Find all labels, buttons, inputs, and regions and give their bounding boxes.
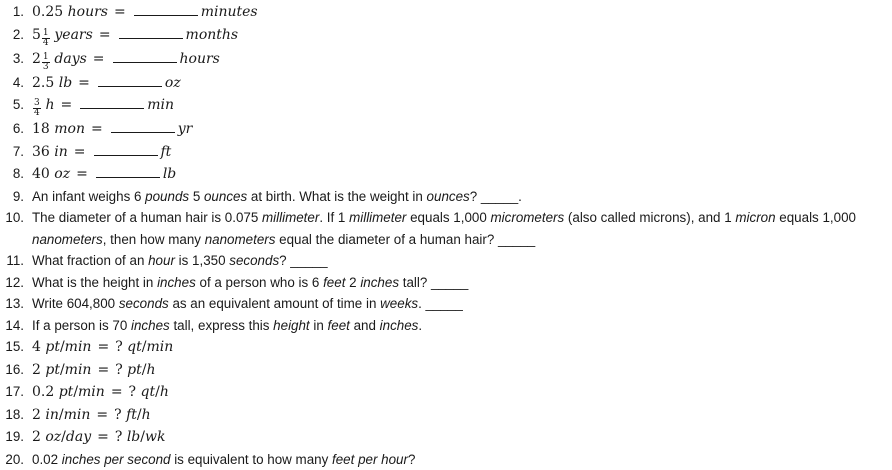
problem-text: The diameter of a human hair is 0.075 xyxy=(32,210,262,225)
problem-item xyxy=(0,72,892,95)
answer-blank xyxy=(119,28,183,39)
problem-text: ? xyxy=(115,429,127,445)
answer-blank xyxy=(94,145,158,156)
equals-sign: = xyxy=(111,384,123,400)
unit-symbol: years xyxy=(54,27,92,43)
emphasized-text: inches xyxy=(360,275,399,290)
emphasized-text: hour xyxy=(148,253,175,268)
fraction xyxy=(33,99,41,118)
problem-text: equals 1,000 xyxy=(406,210,490,225)
unit-symbol: pt xyxy=(45,339,60,355)
problem-text: equals 1,000 xyxy=(776,210,856,225)
problem-text: 2 xyxy=(32,362,45,378)
problem-number: 5. xyxy=(0,94,24,116)
equals-sign: = xyxy=(97,339,109,355)
problem-text: in xyxy=(310,318,328,333)
equals-sign: = xyxy=(99,27,111,43)
problem-text: and xyxy=(350,318,380,333)
problem-item xyxy=(0,94,892,118)
problem-text: 18 xyxy=(32,121,54,137)
problem-text: . If 1 xyxy=(319,210,349,225)
problem-text: is 1,350 xyxy=(175,253,229,268)
fraction xyxy=(42,29,50,48)
problem-text: / xyxy=(140,429,145,445)
problem-number: 14. xyxy=(0,315,24,337)
unit-symbol: h xyxy=(160,384,169,400)
unit-symbol: pt xyxy=(59,384,74,400)
answer-blank xyxy=(111,122,175,133)
problem-item xyxy=(0,48,892,72)
problem-number: 13. xyxy=(0,293,24,315)
unit-symbol: min xyxy=(147,97,174,113)
problem-text: / xyxy=(73,384,78,400)
answer-blank xyxy=(134,5,198,16)
emphasized-text: weeks xyxy=(380,296,418,311)
problem-number: 8. xyxy=(0,163,24,185)
problem-text: as an equivalent amount of time in xyxy=(169,296,380,311)
problem-text: 2 xyxy=(32,429,45,445)
problem-text: / xyxy=(59,407,64,423)
problem-text: tall? _____ xyxy=(399,275,468,290)
problem-text: / xyxy=(61,429,66,445)
unit-symbol: min xyxy=(64,407,91,423)
problem-text: 4 xyxy=(32,339,45,355)
problem-number: 9. xyxy=(0,186,24,208)
equals-sign: = xyxy=(97,362,109,378)
problem-text: / xyxy=(142,362,147,378)
problem-text: at birth. What is the weight in xyxy=(247,189,426,204)
emphasized-text: feet xyxy=(323,275,345,290)
problem-text: What is the height in xyxy=(32,275,157,290)
fraction-numerator: 3 xyxy=(33,99,41,109)
problem-text: tall, express this xyxy=(170,318,273,333)
unit-symbol: min xyxy=(146,339,173,355)
problem-number: 20. xyxy=(0,449,24,470)
unit-symbol: oz xyxy=(45,429,61,445)
problem-text: What fraction of an xyxy=(32,253,148,268)
problem-number: 1. xyxy=(0,1,24,23)
emphasized-text: feet per hour xyxy=(332,452,408,467)
emphasized-text: nanometers xyxy=(32,232,103,247)
problem-text: Write 604,800 xyxy=(32,296,119,311)
problem-text: ? _____. xyxy=(470,189,522,204)
unit-symbol: lb xyxy=(127,429,140,445)
emphasized-text: micron xyxy=(735,210,775,225)
fraction-numerator: 1 xyxy=(42,53,50,63)
problem-number: 18. xyxy=(0,404,24,426)
problem-item xyxy=(0,118,892,141)
problem-number: 6. xyxy=(0,118,24,140)
problem-number: 4. xyxy=(0,72,24,94)
problem-text: equal the diameter of a human hair? _____ xyxy=(275,232,535,247)
equals-sign: = xyxy=(78,75,90,91)
problem-text: 0.25 xyxy=(32,4,68,20)
problem-text: / xyxy=(142,339,147,355)
problem-item xyxy=(0,163,892,186)
unit-symbol: oz xyxy=(54,166,70,182)
problem-item xyxy=(0,359,892,382)
emphasized-text: feet xyxy=(328,318,350,333)
equals-sign: = xyxy=(91,121,103,137)
problem-text: 2 xyxy=(32,51,41,67)
problem-number: 16. xyxy=(0,359,24,381)
problem-text: ? xyxy=(115,362,127,378)
problem-text: ? xyxy=(114,407,126,423)
equals-sign: = xyxy=(97,429,109,445)
problem-text: / xyxy=(137,407,142,423)
fraction-denominator: 3 xyxy=(42,63,50,72)
problem-text: of a person who is 6 xyxy=(196,275,323,290)
problem-text: ? xyxy=(115,339,127,355)
unit-symbol: hours xyxy=(68,4,108,20)
unit-symbol: h xyxy=(45,97,54,113)
emphasized-text: inches per second xyxy=(62,452,171,467)
equals-sign: = xyxy=(74,144,86,160)
unit-symbol: wk xyxy=(145,429,165,445)
unit-symbol: minutes xyxy=(201,4,258,20)
unit-symbol: pt xyxy=(45,362,60,378)
problem-text: 5 xyxy=(32,27,41,43)
problem-item xyxy=(0,426,892,449)
problem-item xyxy=(0,250,892,272)
problem-item xyxy=(0,272,892,294)
problem-text: ? xyxy=(129,384,141,400)
problem-list xyxy=(0,1,892,470)
unit-symbol: min xyxy=(65,339,92,355)
problem-text: / xyxy=(60,339,65,355)
emphasized-text: ounces xyxy=(204,189,247,204)
problem-text: 2 xyxy=(32,407,45,423)
emphasized-text: pounds xyxy=(145,189,189,204)
answer-blank xyxy=(113,52,177,63)
problem-item xyxy=(0,381,892,404)
problem-text: ? xyxy=(408,452,415,467)
equals-sign: = xyxy=(96,407,108,423)
problem-text: 0.02 xyxy=(32,452,62,467)
problem-text: is equivalent to how many xyxy=(170,452,332,467)
emphasized-text: inches xyxy=(157,275,196,290)
problem-text: 2 xyxy=(345,275,360,290)
unit-symbol: lb xyxy=(163,166,176,182)
problem-text: 5 xyxy=(189,189,204,204)
unit-symbol: qt xyxy=(141,384,156,400)
problem-number: 3. xyxy=(0,48,24,70)
problem-item xyxy=(0,336,892,359)
unit-symbol: min xyxy=(78,384,105,400)
problem-text: ? _____ xyxy=(279,253,327,268)
problem-item xyxy=(0,24,892,48)
emphasized-text: ounces xyxy=(427,189,470,204)
unit-symbol: min xyxy=(65,362,92,378)
unit-symbol: pt xyxy=(127,362,142,378)
unit-symbol: h xyxy=(146,362,155,378)
fraction-denominator: 4 xyxy=(42,39,50,48)
problem-item xyxy=(0,141,892,164)
unit-symbol: mon xyxy=(54,121,85,137)
problem-text: . xyxy=(418,318,422,333)
unit-symbol: yr xyxy=(178,121,193,137)
problem-text: 0.2 xyxy=(32,384,59,400)
fraction xyxy=(42,53,50,72)
problem-number: 11. xyxy=(0,250,24,272)
unit-symbol: day xyxy=(66,429,91,445)
problem-number: 2. xyxy=(0,24,24,46)
problem-item xyxy=(0,293,892,315)
emphasized-text: millimeter xyxy=(349,210,406,225)
fraction-denominator: 4 xyxy=(33,109,41,118)
emphasized-text: millimeter xyxy=(262,210,319,225)
problem-text: / xyxy=(155,384,160,400)
problem-text: If a person is 70 xyxy=(32,318,131,333)
emphasized-text: inches xyxy=(380,318,419,333)
problem-item xyxy=(0,449,892,470)
problem-number: 19. xyxy=(0,426,24,448)
problem-item xyxy=(0,186,892,208)
answer-blank xyxy=(96,167,160,178)
unit-symbol: in xyxy=(54,144,68,160)
emphasized-text: height xyxy=(273,318,309,333)
answer-blank xyxy=(98,76,162,87)
problem-text: (also called microns), and 1 xyxy=(564,210,735,225)
problem-item xyxy=(0,207,892,250)
equals-sign: = xyxy=(93,51,105,67)
unit-symbol: h xyxy=(142,407,151,423)
unit-symbol: in xyxy=(45,407,59,423)
unit-symbol: ft xyxy=(126,407,137,423)
unit-symbol: hours xyxy=(180,51,220,67)
problem-item xyxy=(0,315,892,337)
answer-blank xyxy=(80,98,144,109)
problem-text: 36 xyxy=(32,144,54,160)
emphasized-text: micrometers xyxy=(491,210,565,225)
problem-number: 15. xyxy=(0,336,24,358)
problem-text: , then how many xyxy=(103,232,205,247)
problem-number: 10. xyxy=(0,207,24,229)
problem-text: 2.5 xyxy=(32,75,59,91)
unit-symbol: months xyxy=(186,27,239,43)
problem-text: An infant weighs 6 xyxy=(32,189,145,204)
problem-text: 40 xyxy=(32,166,54,182)
problem-text: . _____ xyxy=(418,296,463,311)
equals-sign: = xyxy=(114,4,126,20)
problem-number: 7. xyxy=(0,141,24,163)
unit-symbol: qt xyxy=(127,339,142,355)
equals-sign: = xyxy=(61,97,73,113)
problem-number: 17. xyxy=(0,381,24,403)
problem-item xyxy=(0,1,892,24)
unit-symbol: lb xyxy=(59,75,72,91)
emphasized-text: nanometers xyxy=(205,232,276,247)
unit-symbol: ft xyxy=(161,144,172,160)
problem-text: / xyxy=(60,362,65,378)
unit-symbol: oz xyxy=(165,75,181,91)
emphasized-text: seconds xyxy=(229,253,279,268)
emphasized-text: inches xyxy=(131,318,170,333)
fraction-numerator: 1 xyxy=(42,29,50,39)
problem-item xyxy=(0,404,892,427)
emphasized-text: seconds xyxy=(119,296,169,311)
problem-number: 12. xyxy=(0,272,24,294)
unit-symbol: days xyxy=(54,51,86,67)
equals-sign: = xyxy=(76,166,88,182)
